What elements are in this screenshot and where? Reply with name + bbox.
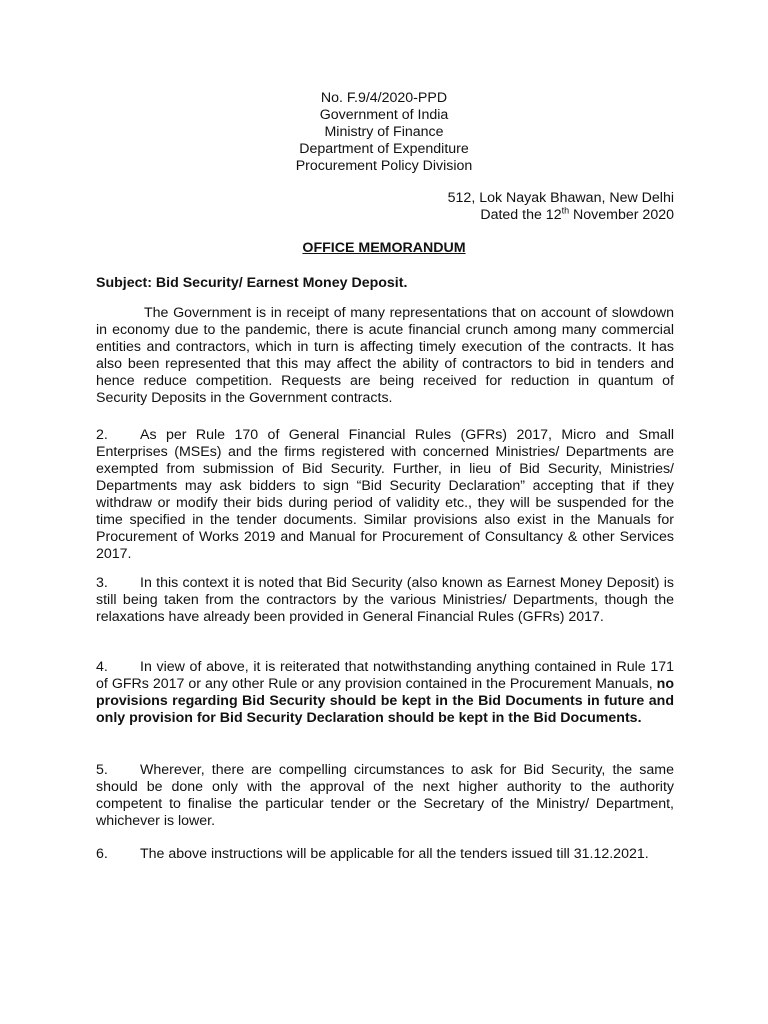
office-address: 512, Lok Nayak Bhawan, New Delhi (447, 190, 674, 206)
subject-label: Subject: (96, 275, 156, 291)
paragraph-3-number: 3. (96, 575, 108, 591)
paragraph-2-number: 2. (96, 427, 108, 443)
letterhead (0, 90, 768, 175)
paragraph-1: The Government is in receipt of many representations that on account of slowdown in economy due to the pandemic, there is acute financial crunch among many commercial entities and contractors, which in turn is affecting timely execution of the contracts. It has also been represented that this may affect the ability of contractors to bid in tenders and hence reduce competition. Requests are being received for reduction in quantum of Security Deposits in the Government contracts. (96, 305, 674, 406)
division-name: Procurement Policy Division (295, 158, 473, 174)
paragraph-6-text: The above instructions will be applicable for all the tenders issued till 31.12.2021. (140, 846, 649, 862)
address-block (448, 190, 674, 224)
paragraph-5-text: Wherever, there are compelling circumstances to ask for Bid Security, the same should be done only with the approval of the next higher authority to the authority competent to finalise the particular tender or the Secretary of the Ministry/ Department, whichever is lower. (96, 762, 674, 829)
subject-text: Bid Security/ Earnest Money Deposit. (155, 275, 408, 291)
ministry-name: Ministry of Finance (324, 124, 444, 140)
date-rest: November 2020 (569, 207, 674, 223)
dated-line (448, 207, 674, 224)
paragraph-3 (96, 575, 674, 626)
document-title: OFFICE MEMORANDUM (302, 240, 466, 256)
date-ordinal: th (561, 205, 570, 216)
paragraph-6-number: 6. (96, 846, 108, 862)
department-name: Department of Expenditure (299, 141, 469, 157)
subject-line (96, 275, 407, 292)
paragraph-5-number: 5. (96, 762, 108, 778)
paragraph-2 (96, 427, 674, 563)
paragraph-4 (96, 659, 674, 727)
paragraph-2-text: As per Rule 170 of General Financial Rules (GFRs) 2017, Micro and Small Enterprises (MSEs) and the firms registered with concerned Ministries/ Departments are exempted from submission of Bid Security. Further, in lieu of Bid Security, Ministries/ Departments may ask bidders to sign “Bid Security Declaration” accepting that if they withdraw or modify their bids during period of validity etc., they will be suspended for the time specified in the tender documents. Similar provisions also exist in the Manuals for Procurement of Works 2019 and Manual for Procurement of Consultancy & other Services 2017. (96, 427, 674, 562)
paragraph-5 (96, 762, 674, 830)
paragraph-6 (96, 846, 674, 863)
file-number: No. F.9/4/2020-PPD (320, 90, 448, 106)
paragraph-4-number: 4. (96, 659, 108, 675)
paragraph-3-text: In this context it is noted that Bid Security (also known as Earnest Money Deposit) is still being taken from the contractors by the various Ministries/ Departments, though the relaxations have already been provided in General Financial Rules (GFRs) 2017. (96, 575, 674, 625)
government-name: Government of India (319, 107, 449, 123)
paragraph-4-emphasis: no provisions regarding Bid Security should be kept in the Bid Documents in future and only provision for Bid Security Declaration should be kept in the Bid Documents. (96, 676, 674, 726)
paragraph-4-text: In view of above, it is reiterated that notwithstanding anything contained in Rule 171 of GFRs 2017 or any other Rule or any provision contained in the Procurement Manuals, (96, 659, 674, 692)
date-prefix: Dated the 12 (480, 207, 562, 223)
